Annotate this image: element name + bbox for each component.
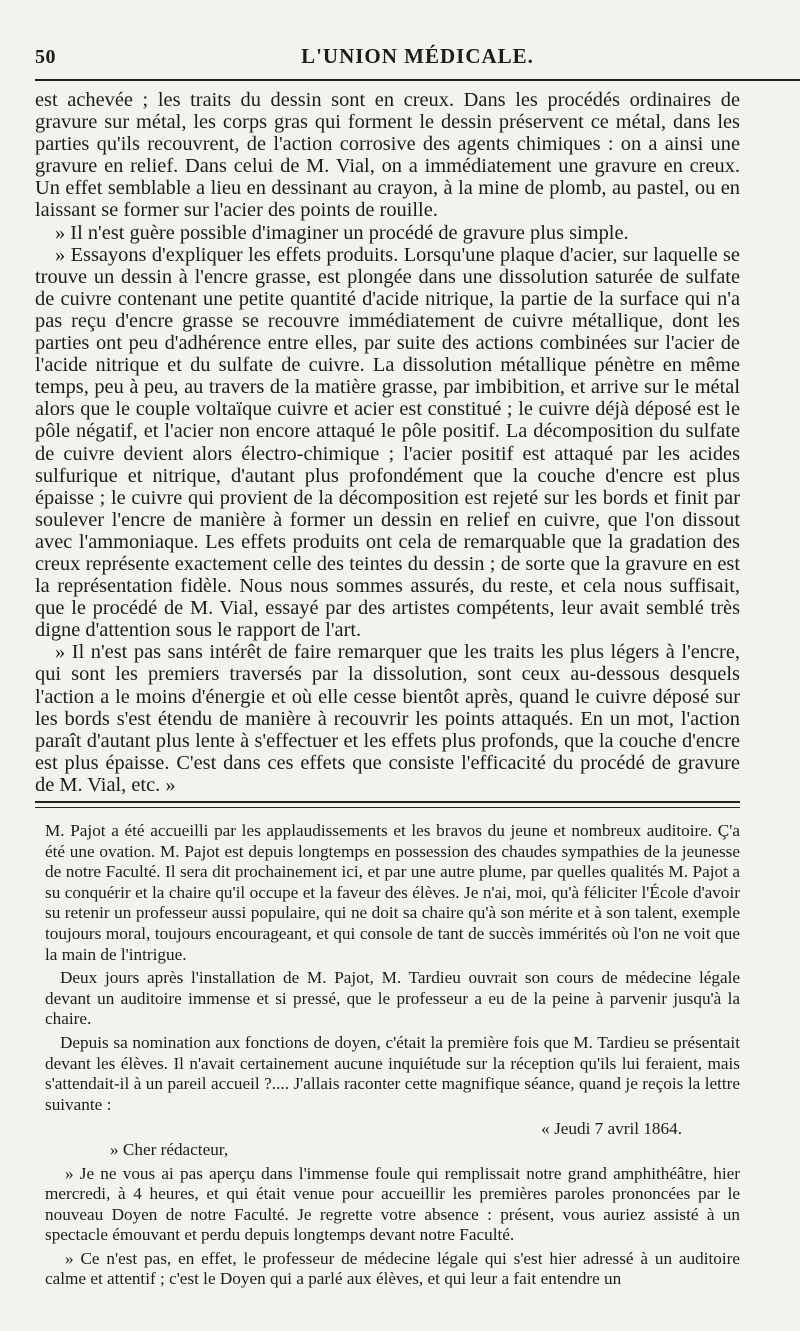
letter-paragraph: » Je ne vous ai pas aperçu dans l'immense foule qui remplissait notre grand amphithéâtre, hier mercredi, à 4 heures, et qui était venue pour accueillir les premières paroles prononcées par le nouveau Doyen de notre Faculté. Je regrette votre absence : présent, vous auriez assisté à un spectacle émouvant et perdu depuis longtemps devant notre Faculté. [45, 1163, 740, 1245]
main-paragraph: » Il n'est guère possible d'imaginer un procédé de gravure plus simple. [55, 221, 629, 244]
chronicle-text [45, 821, 740, 1290]
chronicle-paragraph: Depuis sa nomination aux fonctions de doyen, c'était la première fois que M. Tardieu se présentait devant les élèves. Il n'avait certainement aucune inquiétude sur la réception qu'ils lui feraient, mais s'attendait-il à un pareil accueil ?.... J'allais raconter cette magnifique séance, quand je reçois la lettre suivante : [45, 1032, 740, 1114]
header-rule [35, 79, 800, 81]
letter-paragraph: » Ce n'est pas, en effet, le professeur de médecine légale qui s'est hier adressé à un auditoire calme et attentif ; c'est le Doyen qui a parlé aux élèves, et qui leur a fait entendre un [45, 1248, 740, 1289]
section-divider [35, 801, 740, 808]
chronicle-paragraph: M. Pajot a été accueilli par les applaudissements et les bravos du jeune et nombreux auditoire. Ç'a été une ovation. M. Pajot est depuis longtemps en possession des chaudes sympathies de la jeunesse de notre Faculté. Il sera dit prochainement ici, et par une autre plume, par quelles qualités M. Pajot a su conquérir et la chaire qu'il occupe et la faveur des élèves. Je n'ai, moi, qu'à féliciter l'École d'avoir su retenir un professeur aussi populaire, qui ne doit sa chaire qu'à son mérite et à son talent, exemple toujours moral, toujours encourageant, et qui console de tant de succès immérités où l'on ne voit que la main de l'intrigue. [45, 821, 740, 964]
main-article-text [35, 89, 740, 796]
chronicle-paragraph: Deux jours après l'installation de M. Pajot, M. Tardieu ouvrait son cours de médecine légale devant un auditoire immense et si pressé, que le professeur a eu de la peine à parvenir jusqu'à la chaire. [45, 968, 740, 1029]
main-paragraph: est achevée ; les traits du dessin sont en creux. Dans les procédés ordinaires de gravure sur métal, les corps gras qui forment le dessin préservent ce métal, dans les parties qu'ils recouvrent, de l'action corrosive des agents chimiques : on a ainsi une gravure en relief. Dans celui de M. Vial, on a immédiatement une gravure en creux. Un effet semblable a lieu en dessinant au crayon, à la mine de plomb, au pastel, ou en laissant se former sur l'acier des points de rouille. [35, 89, 740, 222]
page-header [35, 42, 800, 76]
main-paragraph: » Il n'est pas sans intérêt de faire remarquer que les traits les plus légers à l'encre, qui sont les premiers traversés par la dissolution, sont ceux au-dessous desquels l'action a le moins d'énergie et où elle cesse bientôt après, quand le cuivre déposé sur les bords s'est étendu de manière à recouvrir les points attaqués. En un mot, l'action paraît d'autant plus lente à s'effectuer et les effets plus profonds, que la couche d'encre est plus épaisse. C'est dans ces effets que consiste l'efficacité du procédé de gravure de M. Vial, etc. » [35, 641, 740, 796]
letter-salutation: » Cher rédacteur, [110, 1139, 229, 1159]
letter-date: « Jeudi 7 avril 1864. [541, 1119, 682, 1139]
journal-title: L'UNION MÉDICALE. [301, 44, 534, 68]
page-number: 50 [35, 46, 56, 68]
main-paragraph: » Essayons d'expliquer les effets produits. Lorsqu'une plaque d'acier, sur laquelle se trouve un dessin à l'encre grasse, est plongée dans une dissolution saturée de sulfate de cuivre contenant une petite quantité d'acide nitrique, la partie de la surface qui n'a pas reçu d'encre grasse se recouvre immédiatement de cuivre métallique, dont les parties ont peu d'adhérence entre elles, par suite des actions combinées sur l'acier de l'acide nitrique et du sulfate de cuivre. La dissolution métallique pénètre en même temps, peu à peu, au travers de la matière grasse, par imbibition, et arrive sur le métal alors que le couple voltaïque cuivre et acier est constitué ; le cuivre déjà déposé est le pôle négatif, et l'acier non encore attaqué le pôle positif. La décomposition du sulfate de cuivre devient alors électro-chimique ; l'acier positif est attaqué par les acides sulfurique et nitrique, d'autant plus profondément que la couche d'encre est plus épaisse ; le cuivre qui provient de la décomposition est rejeté sur les bords et finit par soulever l'encre de manière à former un dessin en relief en cuivre, que l'on dissout avec l'ammoniaque. Les effets produits ont cela de remarquable que la gradation des creux représente exactement celle des teintes du dessin ; de sorte que la gravure en est la représentation fidèle. Nous nous sommes assurés, du reste, et cela nous suffisait, que le procédé de M. Vial, essayé par des artistes compétents, leur avait semblé très digne d'attention sous le rapport de l'art. [35, 243, 740, 642]
